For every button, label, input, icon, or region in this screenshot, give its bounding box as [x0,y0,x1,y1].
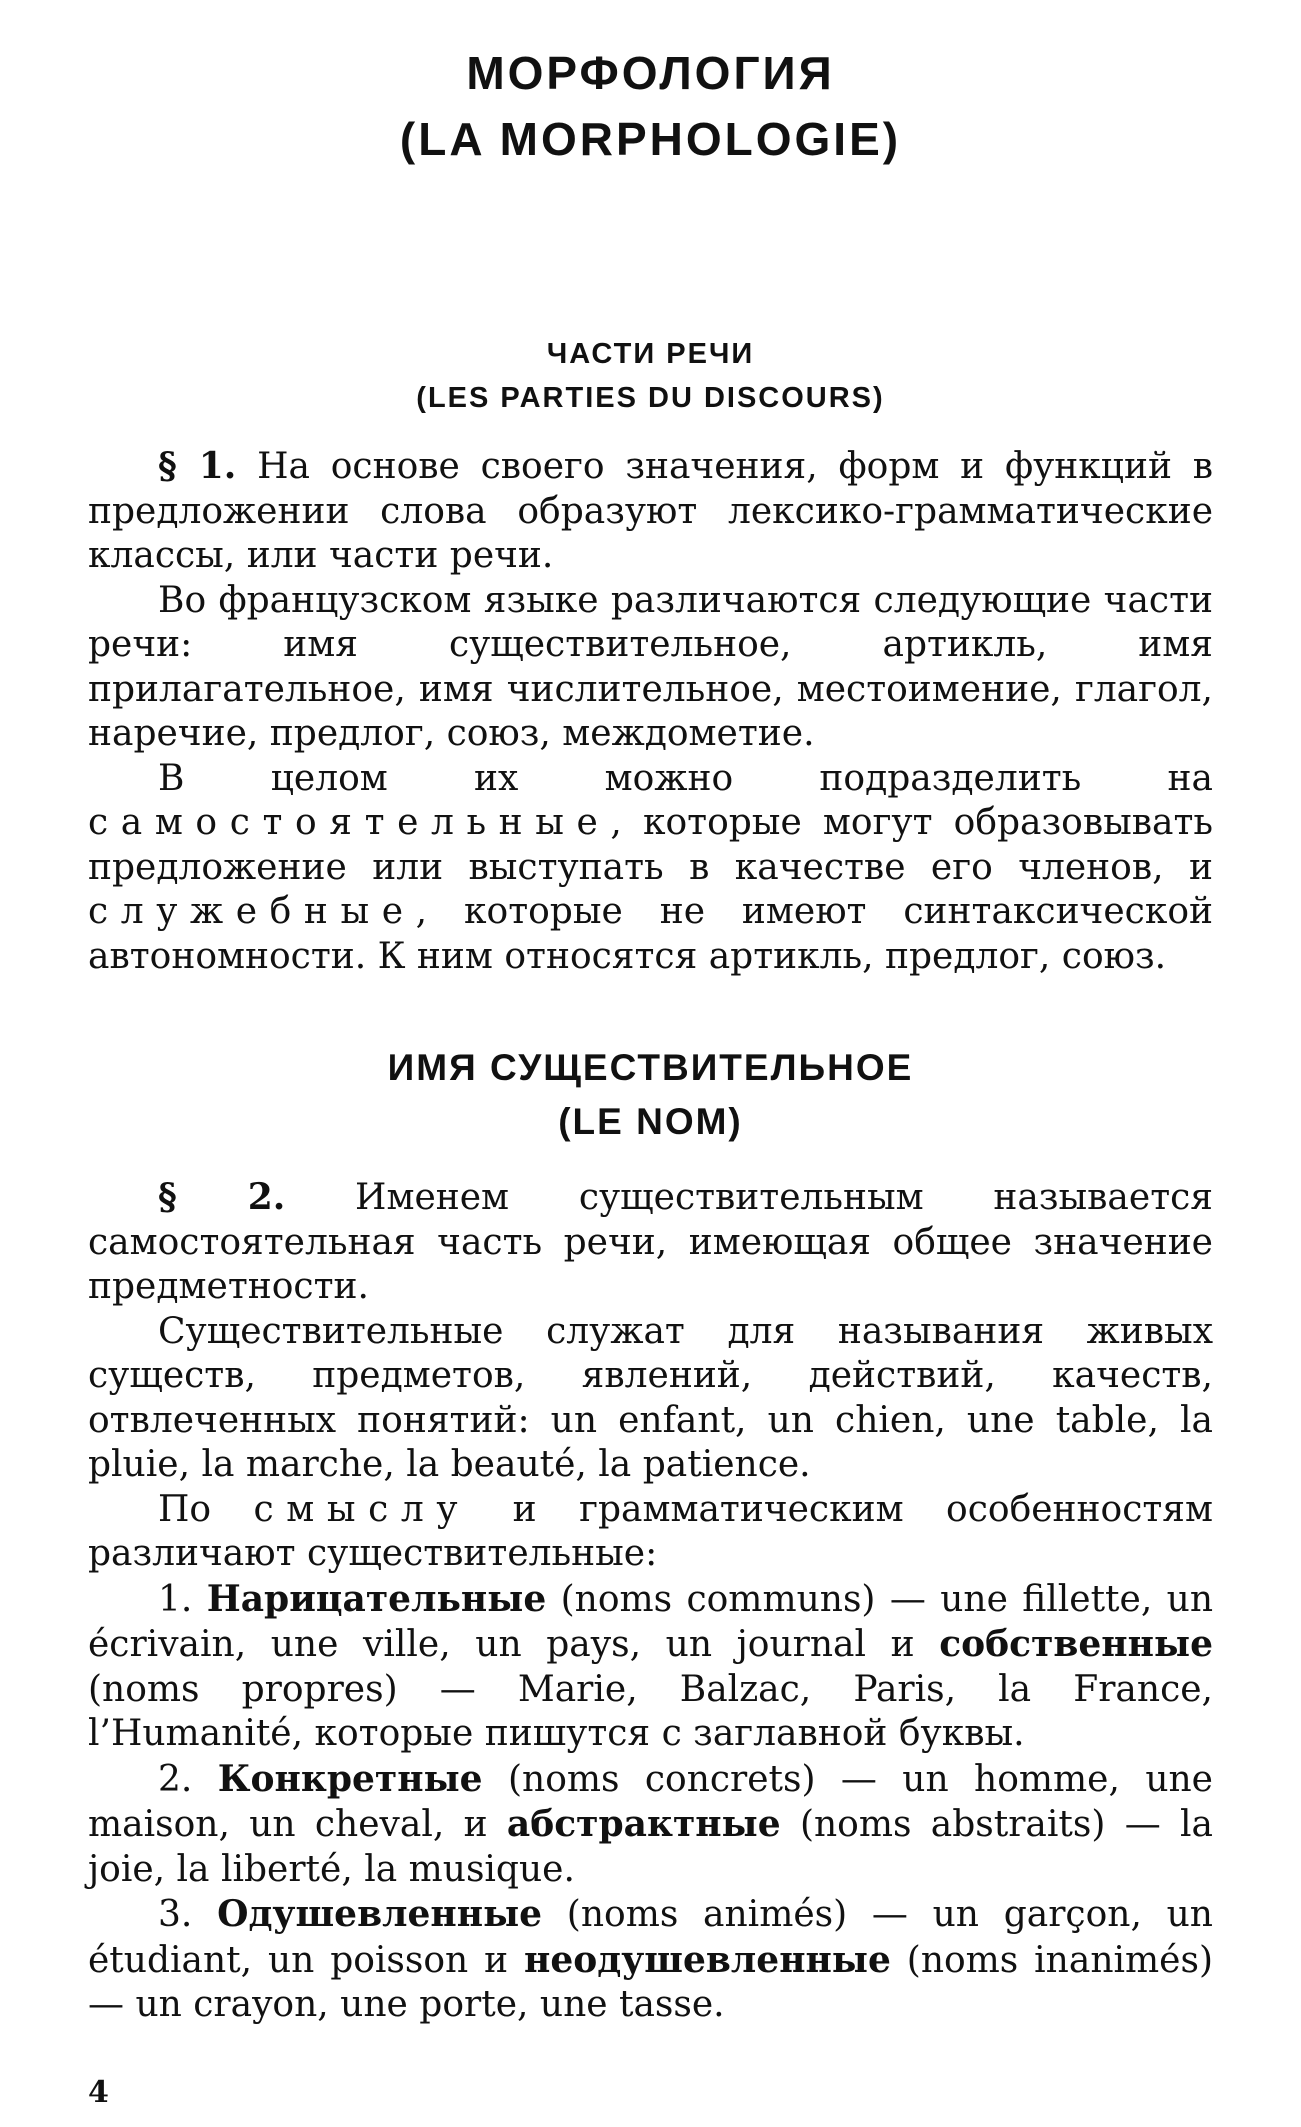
bold-term: абстрактные [506,1803,781,1845]
section-title-ru: ИМЯ СУЩЕСТВИТЕЛЬНОЕ [387,1047,914,1088]
text-run: и грамматическим особенностям различают существительные: [88,1488,1213,1574]
list-number: 2. [158,1758,218,1800]
spaced-term: смыслу [253,1488,471,1530]
text-run: (noms concrets) — un homme, une maison, un cheval, и [88,1758,1213,1845]
paragraph-text: На основе своего значения, форм и функций в предложении слова образуют лексико-грамматические классы, или части речи. [88,446,1213,576]
list-item-3 [88,1892,1213,2028]
text-run: (noms inanimés) — un crayon, une porte, une tasse. [88,1939,1213,2025]
paragraph-3 [88,757,1213,980]
bold-term: неодушевленные [524,1938,891,1981]
chapter-title-ru: МОРФОЛОГИЯ [466,47,835,99]
bold-term: собственные [939,1623,1213,1665]
text-run: В целом их можно подразделить на [158,757,1213,799]
bold-term: Нарицательные [206,1577,547,1620]
page-number: 4 [88,2075,109,2110]
text-run: По [158,1488,254,1530]
list-item-2 [88,1757,1213,1893]
paragraph-mark: § 1. [158,445,237,487]
bold-term: Одушевленные [217,1893,543,1935]
text-run: , которые могут образовывать предложение или выступать в качестве его членов, и [88,802,1213,888]
text-run: , которые не имеют синтаксической автономности. К ним относятся артикль, предлог, союз. [88,891,1213,977]
section-title-fr: (LE NOM) [558,1101,743,1142]
section-title-ru: ЧАСТИ РЕЧИ [546,338,755,370]
section-title-fr: (LES PARTIES DU DISCOURS) [416,382,885,414]
section-title-parts-of-speech [88,332,1213,420]
text-run: (noms abstraits) — la joie, la liberté, la musique. [88,1804,1213,1890]
paragraph-2: Во французском языке различаются следующие части речи: имя существительное, артикль, имя прилагательное, имя числительное, местоимение, глагол, наречие, предлог, союз, междометие. [88,579,1213,754]
spaced-term: служебные [88,891,416,932]
text-run: (noms propres) — Marie, Balzac, Paris, la France, l’Humanité, которые пишутся с заглавной буквы. [88,1668,1213,1754]
paragraph-text: Именем существительным называется самостоятельная часть речи, имеющая общее значение предметности. [88,1177,1213,1307]
chapter-title-fr: (LA MORPHOLOGIE) [399,113,902,165]
section-title-noun [88,1041,1213,1149]
list-item-1 [88,1577,1213,1757]
paragraph-6 [88,1488,1213,1577]
text-run: (noms communs) — une fillette, un écrivain, une ville, un pays, un journal и [88,1578,1214,1665]
spaced-term: самостоятельные [88,802,611,843]
paragraph-5: Существительные служат для называния живых существ, предметов, явлений, действий, качеств, отвлеченных понятий: un enfant, un chien, une table, la pluie, la marche, la beauté, la patience. [88,1310,1213,1485]
paragraph-1 [88,444,1213,579]
bold-term: Конкретные [217,1757,483,1800]
paragraph-4 [88,1175,1213,1310]
list-number: 3. [158,1894,218,1935]
page-content [88,40,1213,2028]
list-number: 1. [158,1578,207,1620]
chapter-title [88,40,1213,172]
paragraph-mark: § 2. [158,1176,286,1218]
text-run: (noms animés) — un garçon, un étudiant, un poisson и [88,1894,1213,1981]
